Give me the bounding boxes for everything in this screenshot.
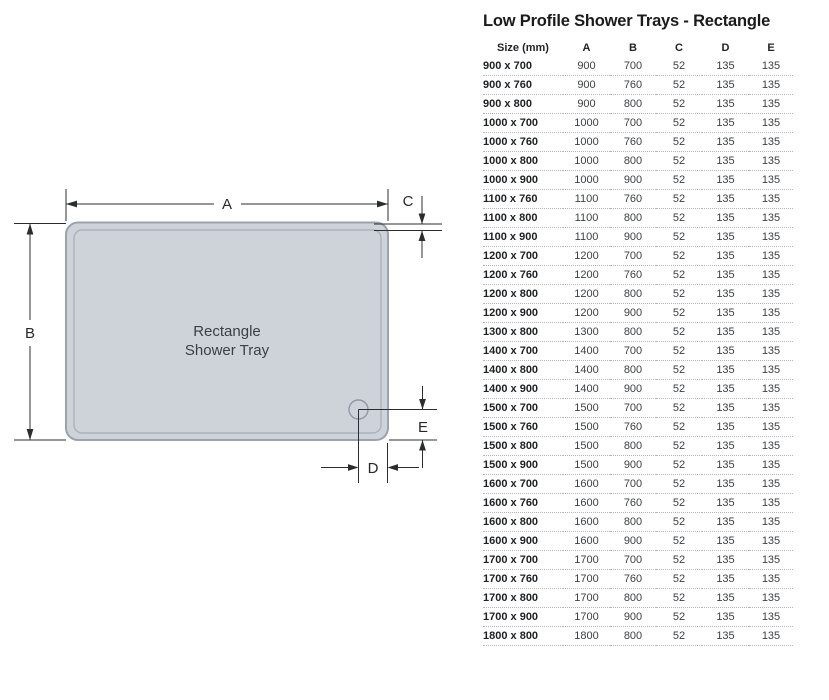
dim-c-cell: 52 <box>656 570 702 589</box>
dim-c-cell: 52 <box>656 456 702 475</box>
dim-e-cell: 135 <box>749 437 793 456</box>
size-cell: 1200 x 760 <box>483 266 563 285</box>
size-spec-table <box>483 38 793 646</box>
dim-c-cell: 52 <box>656 76 702 95</box>
dim-e-cell: 135 <box>749 133 793 152</box>
table-row <box>483 589 793 608</box>
dim-d-cell: 135 <box>702 380 749 399</box>
dim-b-cell: 900 <box>610 532 656 551</box>
dim-a-cell: 1200 <box>563 266 610 285</box>
dim-d-cell: 135 <box>702 342 749 361</box>
dim-c-cell: 52 <box>656 266 702 285</box>
table-row <box>483 114 793 133</box>
dim-e-cell: 135 <box>749 570 793 589</box>
dim-e-cell: 135 <box>749 456 793 475</box>
dim-a-cell: 1500 <box>563 456 610 475</box>
dim-b-cell: 800 <box>610 323 656 342</box>
size-cell: 1100 x 760 <box>483 190 563 209</box>
dim-a-cell: 1700 <box>563 589 610 608</box>
size-cell: 1200 x 900 <box>483 304 563 323</box>
dim-e-cell: 135 <box>749 513 793 532</box>
dim-e-cell: 135 <box>749 114 793 133</box>
dim-e-cell: 135 <box>749 228 793 247</box>
dim-e-cell: 135 <box>749 342 793 361</box>
dim-d-cell: 135 <box>702 95 749 114</box>
dim-b-cell: 900 <box>610 171 656 190</box>
dim-b-cell: 760 <box>610 418 656 437</box>
dim-b-cell: 800 <box>610 285 656 304</box>
dim-label-e: E <box>417 419 429 436</box>
table-row <box>483 342 793 361</box>
dim-b-cell: 760 <box>610 494 656 513</box>
dim-c-cell: 52 <box>656 494 702 513</box>
dim-b-cell: 760 <box>610 266 656 285</box>
dim-a-cell: 1000 <box>563 133 610 152</box>
dim-a-cell: 1300 <box>563 323 610 342</box>
dim-d-cell: 135 <box>702 418 749 437</box>
dim-b-cell: 800 <box>610 437 656 456</box>
size-cell: 1400 x 900 <box>483 380 563 399</box>
table-row <box>483 418 793 437</box>
table-header-row <box>483 38 793 57</box>
dim-d-cell: 135 <box>702 570 749 589</box>
dim-d-cell: 135 <box>702 589 749 608</box>
dim-a-cell: 1700 <box>563 551 610 570</box>
table-row <box>483 57 793 76</box>
dim-d-cell: 135 <box>702 285 749 304</box>
dim-a-cell: 1400 <box>563 361 610 380</box>
col-header-a: A <box>582 41 591 54</box>
table-row <box>483 171 793 190</box>
dim-a <box>66 189 388 221</box>
dim-e-cell: 135 <box>749 361 793 380</box>
dim-d-cell: 135 <box>702 57 749 76</box>
table-row <box>483 209 793 228</box>
dim-a-cell: 1100 <box>563 190 610 209</box>
size-cell: 1200 x 800 <box>483 285 563 304</box>
dim-c-cell: 52 <box>656 380 702 399</box>
dim-a-cell: 1700 <box>563 608 610 627</box>
dim-a-cell: 900 <box>563 57 610 76</box>
dim-b-cell: 800 <box>610 627 656 646</box>
dim-c-cell: 52 <box>656 551 702 570</box>
dim-c-cell: 52 <box>656 437 702 456</box>
dim-a-cell: 1500 <box>563 399 610 418</box>
dim-a-cell: 1600 <box>563 513 610 532</box>
dim-b-cell: 700 <box>610 475 656 494</box>
table-row <box>483 608 793 627</box>
dim-c-cell: 52 <box>656 57 702 76</box>
dim-e-cell: 135 <box>749 323 793 342</box>
size-cell: 1500 x 800 <box>483 437 563 456</box>
size-cell: 1700 x 800 <box>483 589 563 608</box>
size-cell: 1600 x 900 <box>483 532 563 551</box>
dim-c-cell: 52 <box>656 114 702 133</box>
size-cell: 900 x 800 <box>483 95 563 114</box>
dim-d-cell: 135 <box>702 228 749 247</box>
col-header-d: D <box>721 41 730 54</box>
size-cell: 1500 x 760 <box>483 418 563 437</box>
table-row <box>483 304 793 323</box>
dim-d-cell: 135 <box>702 608 749 627</box>
table-row <box>483 323 793 342</box>
dim-b <box>14 224 66 441</box>
dim-e-cell: 135 <box>749 627 793 646</box>
dim-b-cell: 800 <box>610 361 656 380</box>
dim-d-cell: 135 <box>702 152 749 171</box>
tray-caption-line1: Rectangle <box>193 323 261 340</box>
dim-e-cell: 135 <box>749 380 793 399</box>
dim-d-cell: 135 <box>702 513 749 532</box>
dim-c-cell: 52 <box>656 190 702 209</box>
dim-b-cell: 900 <box>610 456 656 475</box>
size-cell: 1000 x 760 <box>483 133 563 152</box>
dim-b-cell: 700 <box>610 399 656 418</box>
dim-d-cell: 135 <box>702 399 749 418</box>
size-cell: 1100 x 800 <box>483 209 563 228</box>
dim-a-cell: 900 <box>563 95 610 114</box>
dim-a-cell: 900 <box>563 76 610 95</box>
tray-caption-line2: Shower Tray <box>184 342 270 359</box>
dim-d-cell: 135 <box>702 532 749 551</box>
dim-c-cell: 52 <box>656 95 702 114</box>
size-cell: 1100 x 900 <box>483 228 563 247</box>
dim-label-a: A <box>221 196 233 213</box>
table-row <box>483 95 793 114</box>
dim-c-cell: 52 <box>656 285 702 304</box>
table-row <box>483 456 793 475</box>
dim-c-cell: 52 <box>656 209 702 228</box>
dim-d-cell: 135 <box>702 551 749 570</box>
dim-c-cell: 52 <box>656 627 702 646</box>
dim-b-cell: 800 <box>610 589 656 608</box>
table-row <box>483 494 793 513</box>
dim-e-cell: 135 <box>749 190 793 209</box>
size-cell: 1700 x 760 <box>483 570 563 589</box>
dim-e-cell: 135 <box>749 532 793 551</box>
size-cell: 1400 x 700 <box>483 342 563 361</box>
dim-e-cell: 135 <box>749 399 793 418</box>
dim-e-cell: 135 <box>749 418 793 437</box>
dim-a-cell: 1200 <box>563 285 610 304</box>
dim-label-b: B <box>24 325 36 342</box>
table-row <box>483 513 793 532</box>
dim-e-cell: 135 <box>749 475 793 494</box>
col-header-c: C <box>675 41 683 54</box>
dim-a-cell: 1200 <box>563 247 610 266</box>
dim-b-cell: 760 <box>610 570 656 589</box>
dim-c-cell: 52 <box>656 475 702 494</box>
table-row <box>483 380 793 399</box>
table-row <box>483 285 793 304</box>
dim-e-cell: 135 <box>749 57 793 76</box>
dim-c-cell: 52 <box>656 323 702 342</box>
dim-a-cell: 1200 <box>563 304 610 323</box>
table-row <box>483 399 793 418</box>
dim-b-cell: 800 <box>610 513 656 532</box>
spec-table-body <box>483 57 793 646</box>
dim-a-cell: 1000 <box>563 114 610 133</box>
dim-b-cell: 700 <box>610 551 656 570</box>
dim-d-cell: 135 <box>702 171 749 190</box>
dim-c-cell: 52 <box>656 608 702 627</box>
dim-d-cell: 135 <box>702 361 749 380</box>
page-title: Low Profile Shower Trays - Rectangle <box>483 12 771 30</box>
dim-e-cell: 135 <box>749 95 793 114</box>
dim-b-cell: 760 <box>610 190 656 209</box>
dim-c-cell: 52 <box>656 399 702 418</box>
dim-a-cell: 1800 <box>563 627 610 646</box>
dim-a-cell: 1400 <box>563 380 610 399</box>
dim-c-cell: 52 <box>656 532 702 551</box>
dim-c-cell: 52 <box>656 361 702 380</box>
size-cell: 1400 x 800 <box>483 361 563 380</box>
size-cell: 1000 x 700 <box>483 114 563 133</box>
table-row <box>483 152 793 171</box>
col-header-b: B <box>629 41 637 54</box>
dim-e-cell: 135 <box>749 171 793 190</box>
dim-e-cell: 135 <box>749 266 793 285</box>
dim-d-cell: 135 <box>702 209 749 228</box>
dim-e-cell: 135 <box>749 494 793 513</box>
dim-c-cell: 52 <box>656 418 702 437</box>
dim-b-cell: 760 <box>610 76 656 95</box>
dim-e-cell: 135 <box>749 608 793 627</box>
size-cell: 1500 x 700 <box>483 399 563 418</box>
table-row <box>483 190 793 209</box>
size-cell: 1500 x 900 <box>483 456 563 475</box>
dim-d-cell: 135 <box>702 475 749 494</box>
dim-b-cell: 800 <box>610 209 656 228</box>
size-cell: 1600 x 760 <box>483 494 563 513</box>
dim-b-cell: 900 <box>610 228 656 247</box>
dim-d-cell: 135 <box>702 247 749 266</box>
dim-c-cell: 52 <box>656 247 702 266</box>
dim-a-cell: 1100 <box>563 228 610 247</box>
dim-e-cell: 135 <box>749 285 793 304</box>
dim-b-cell: 900 <box>610 380 656 399</box>
dim-c-cell: 52 <box>656 152 702 171</box>
dim-a-cell: 1000 <box>563 152 610 171</box>
dim-c-cell: 52 <box>656 589 702 608</box>
dim-b-cell: 700 <box>610 342 656 361</box>
col-header-e: E <box>767 41 775 54</box>
size-cell: 900 x 700 <box>483 57 563 76</box>
dim-label-c: C <box>402 193 414 210</box>
dim-a-cell: 1500 <box>563 437 610 456</box>
col-header-size: Size (mm) <box>497 41 549 54</box>
size-cell: 1800 x 800 <box>483 627 563 646</box>
size-cell: 1200 x 700 <box>483 247 563 266</box>
size-cell: 1700 x 700 <box>483 551 563 570</box>
dim-a-cell: 1000 <box>563 171 610 190</box>
dim-d-cell: 135 <box>702 76 749 95</box>
size-cell: 1000 x 900 <box>483 171 563 190</box>
table-row <box>483 266 793 285</box>
dim-b-cell: 800 <box>610 95 656 114</box>
dim-a-cell: 1100 <box>563 209 610 228</box>
dim-d-cell: 135 <box>702 323 749 342</box>
dim-d-cell: 135 <box>702 114 749 133</box>
dim-d-cell: 135 <box>702 190 749 209</box>
table-row <box>483 247 793 266</box>
dim-c-cell: 52 <box>656 304 702 323</box>
dim-e-cell: 135 <box>749 76 793 95</box>
table-row <box>483 475 793 494</box>
table-row <box>483 551 793 570</box>
table-row <box>483 133 793 152</box>
table-row <box>483 228 793 247</box>
table-row <box>483 532 793 551</box>
dim-b-cell: 900 <box>610 304 656 323</box>
dim-a-cell: 1700 <box>563 570 610 589</box>
dim-c-cell: 52 <box>656 342 702 361</box>
size-cell: 1600 x 800 <box>483 513 563 532</box>
size-cell: 900 x 760 <box>483 76 563 95</box>
table-row <box>483 76 793 95</box>
dim-a-cell: 1500 <box>563 418 610 437</box>
dim-c-cell: 52 <box>656 228 702 247</box>
dim-b-cell: 900 <box>610 608 656 627</box>
dim-e-cell: 135 <box>749 152 793 171</box>
dim-a-cell: 1600 <box>563 475 610 494</box>
dim-b-cell: 760 <box>610 133 656 152</box>
dim-e-cell: 135 <box>749 209 793 228</box>
dim-a-cell: 1400 <box>563 342 610 361</box>
size-cell: 1000 x 800 <box>483 152 563 171</box>
table-row <box>483 627 793 646</box>
dim-d-cell: 135 <box>702 494 749 513</box>
dim-b-cell: 700 <box>610 114 656 133</box>
dim-a-cell: 1600 <box>563 532 610 551</box>
dim-label-d: D <box>367 460 379 477</box>
table-row <box>483 361 793 380</box>
dim-e-cell: 135 <box>749 247 793 266</box>
dim-d-cell: 135 <box>702 133 749 152</box>
size-cell: 1300 x 800 <box>483 323 563 342</box>
dim-c-cell: 52 <box>656 133 702 152</box>
dim-c-cell: 52 <box>656 513 702 532</box>
size-cell: 1600 x 700 <box>483 475 563 494</box>
dim-d-cell: 135 <box>702 437 749 456</box>
size-cell: 1700 x 900 <box>483 608 563 627</box>
dim-b-cell: 700 <box>610 57 656 76</box>
dim-e-cell: 135 <box>749 551 793 570</box>
dim-d-cell: 135 <box>702 304 749 323</box>
dim-d-cell: 135 <box>702 456 749 475</box>
dim-e-cell: 135 <box>749 304 793 323</box>
dim-a-cell: 1600 <box>563 494 610 513</box>
dim-c-cell: 52 <box>656 171 702 190</box>
dim-e-cell: 135 <box>749 589 793 608</box>
dim-d-cell: 135 <box>702 627 749 646</box>
dim-b-cell: 800 <box>610 152 656 171</box>
table-row <box>483 437 793 456</box>
table-row <box>483 570 793 589</box>
dim-d-cell: 135 <box>702 266 749 285</box>
dim-b-cell: 700 <box>610 247 656 266</box>
